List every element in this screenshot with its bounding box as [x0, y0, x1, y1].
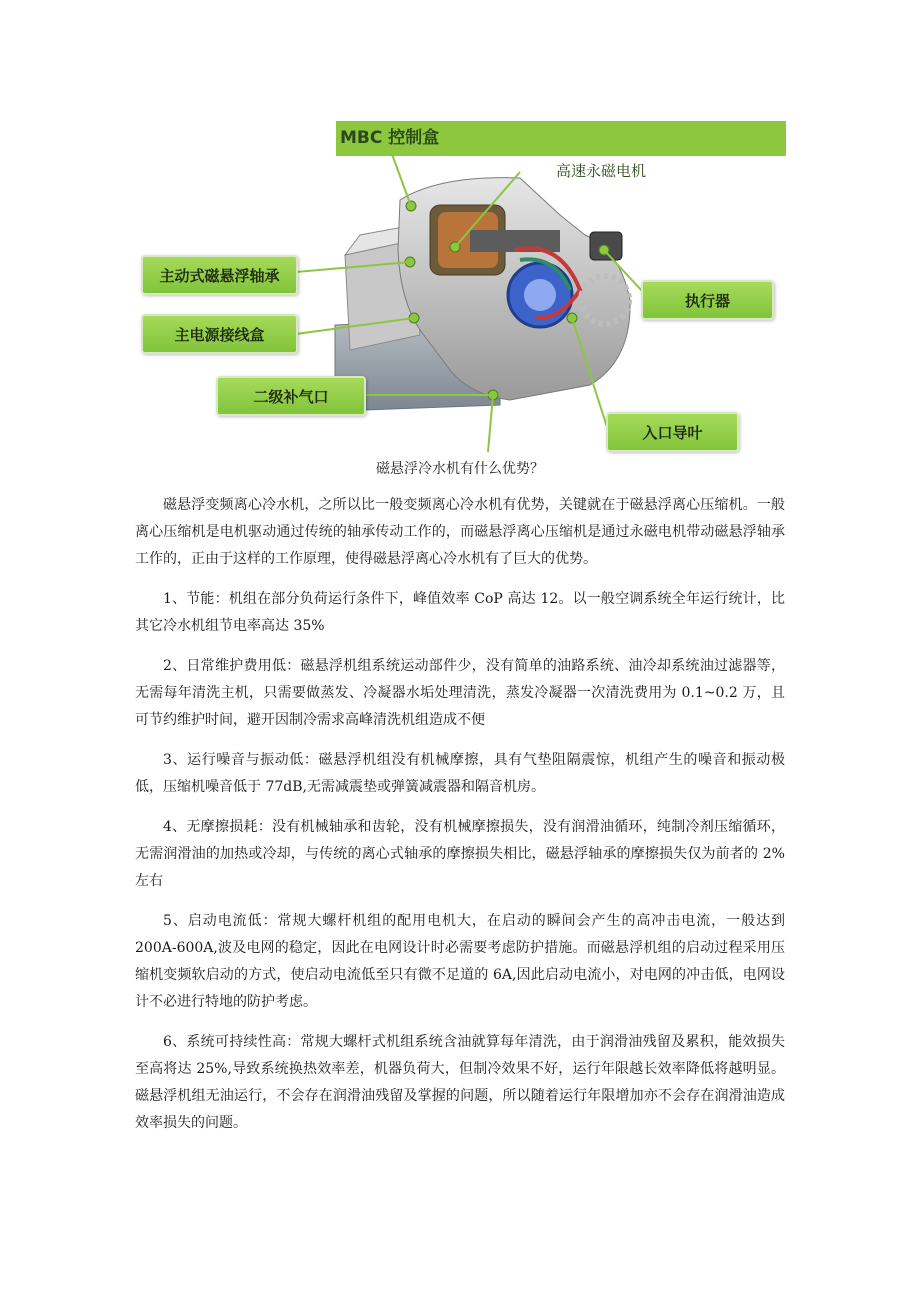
callout-power-box: 主电源接线盒 [141, 314, 298, 354]
advantage-noise: 3、运行噪音与振动低：磁悬浮机组没有机械摩擦，具有气垫阻隔震惊，机组产生的噪音和振动极低，压缩机噪音低于 77dB,无需减震垫或弹簧减震器和隔音机房。 [135, 752, 785, 795]
advantage-sustainability: 6、系统可持续性高：常规大螺杆式机组系统含油就算每年清洗，由于润滑油残留及累积，能效损失至高将达 25%,导致系统换热效率差，机器负荷大，但制冷效果不好，运行年限越长效率降低将越明显。磁悬浮机组无油运行，不会存在润滑油残留及掌握的问题，所以随着运行年限增加亦不会存在润滑油造成效率损失的问题。 [135, 1034, 785, 1131]
advantage-maintenance: 2、日常维护费用低：磁悬浮机组系统运动部件少，没有简单的油路系统、油冷却系统油过滤器等，无需每年清洗主机，只需要做蒸发、冷凝器水垢处理清洗，蒸发冷凝器一次清洗费用为 0.1~0.2 万，且可节约维护时间，避开因制冷需求高峰清洗机组造成不便 [135, 658, 785, 728]
callout-actuator: 执行器 [641, 280, 774, 320]
compressor-figure [0, 0, 920, 460]
mbc-control-box-label: MBC 控制盒 [336, 121, 786, 156]
advantage-start-current: 5、启动电流低：常规大螺杆机组的配用电机大，在启动的瞬间会产生的高冲击电流，一般达到 200A-600A,波及电网的稳定，因此在电网设计时必需要考虑防护措施。而磁悬浮机组的启动过程采用压缩机变频软启动的方式，使启动电流低至只有微不足道的 6A,因此启动电流小，对电网的冲击低，电网设计不必进行特地的防护考虑。 [135, 913, 785, 1010]
article-body [135, 492, 785, 1150]
figure-caption: 磁悬浮冷水机有什么优势？ [376, 461, 544, 477]
advantage-energy-saving: 1、节能：机组在部分负荷运行条件下，峰值效率 CoP 高达 12。以一般空调系统全年运行统计，比其它冷水机组节电率高达 35% [135, 591, 785, 634]
intro-paragraph: 磁悬浮变频离心冷水机，之所以比一般变频离心冷水机有优势，关键就在于磁悬浮离心压缩机。一般离心压缩机是电机驱动通过传统的轴承传动工作的，而磁悬浮离心压缩机是通过永磁电机带动磁悬浮轴承工作的，正由于这样的工作原理，使得磁悬浮离心冷水机有了巨大的优势。 [135, 497, 785, 567]
callout-magnetic-bearing: 主动式磁悬浮轴承 [141, 255, 298, 295]
callout-secondary-inlet: 二级补气口 [216, 376, 366, 416]
advantage-friction: 4、无摩擦损耗：没有机械轴承和齿轮，没有机械摩擦损失，没有润滑油循环，纯制冷剂压缩循环，无需润滑油的加热或冷却，与传统的离心式轴承的摩擦损失相比，磁悬浮轴承的摩擦损失仅为前者的 2%左右 [135, 819, 785, 889]
compressor-illustration [0, 0, 920, 460]
callout-inlet-guide-vane: 入口导叶 [606, 412, 739, 452]
high-speed-motor-label: 高速永磁电机 [556, 162, 647, 180]
